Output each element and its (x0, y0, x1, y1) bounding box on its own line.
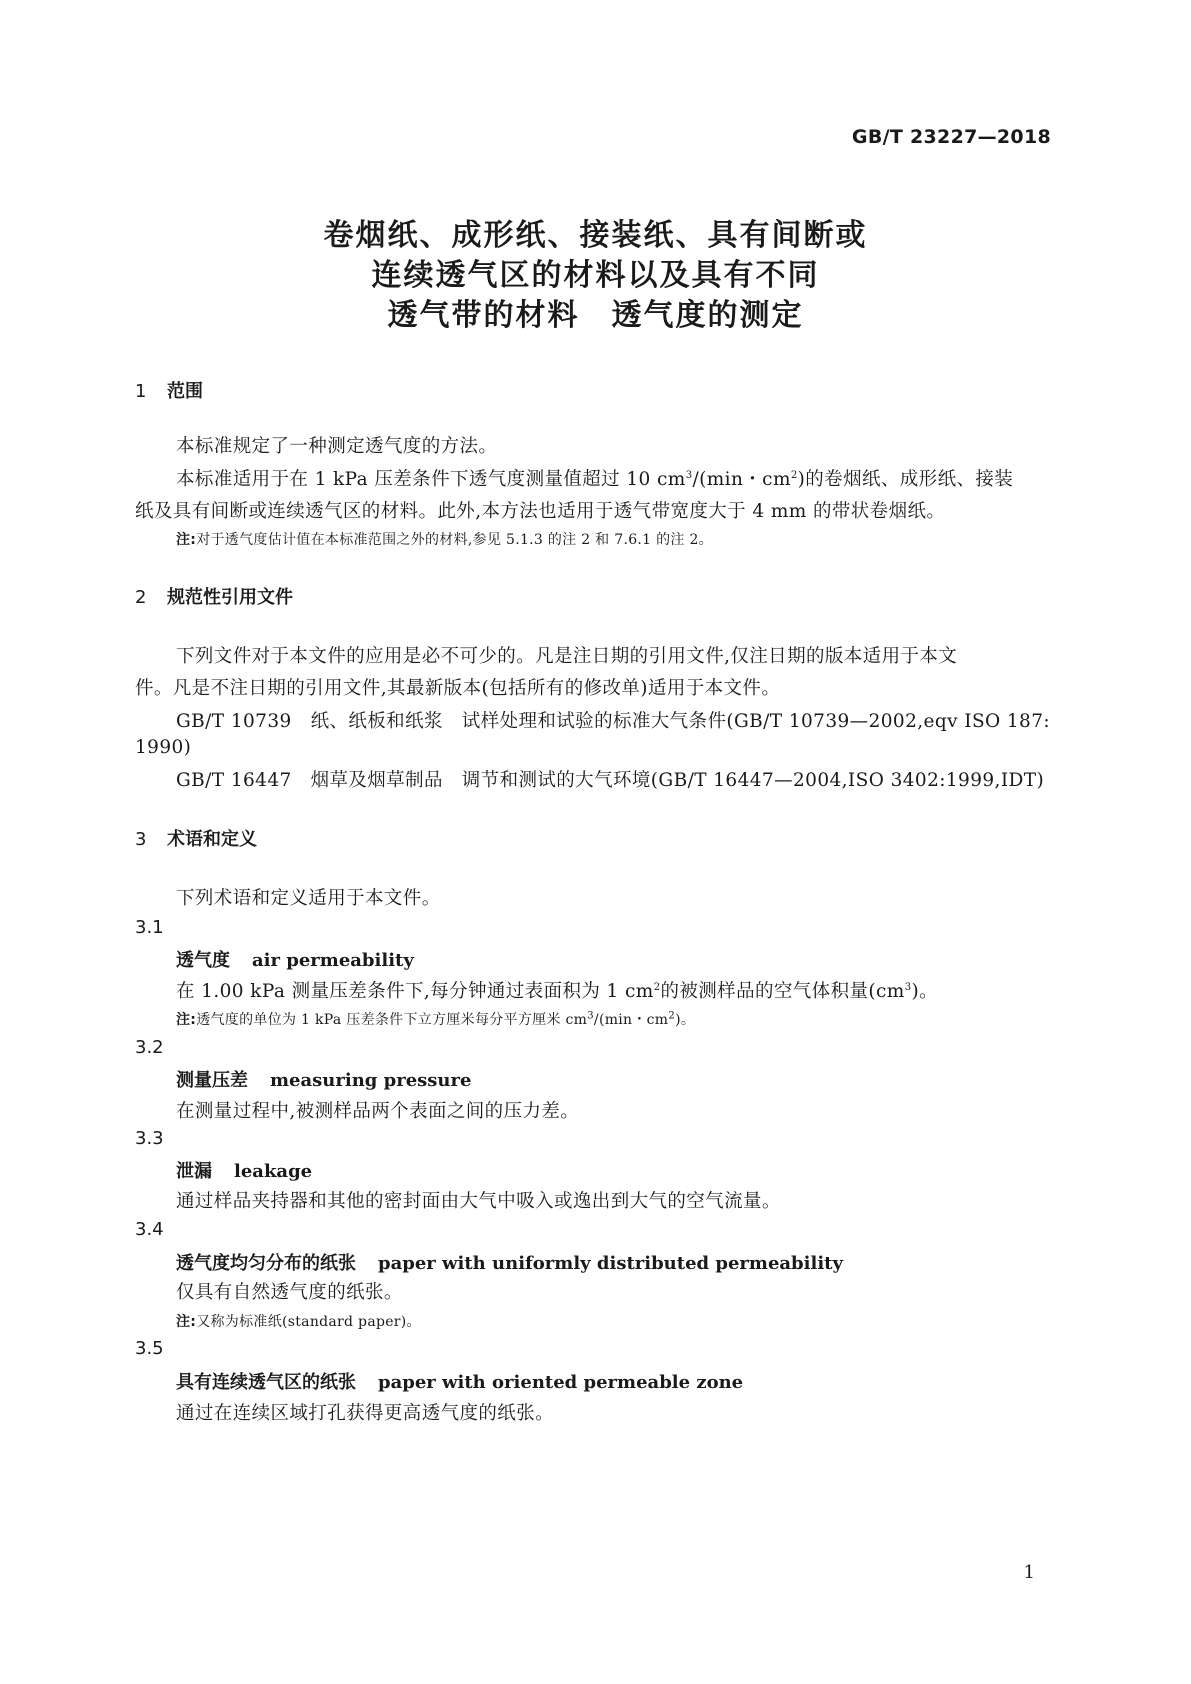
term-heading (176, 1368, 743, 1394)
term-english: paper with uniformly distributed permeability (378, 1253, 843, 1274)
superscript: 2 (653, 981, 661, 993)
term-english: leakage (234, 1161, 313, 1182)
text-run: 透气度的单位为 1 kPa 压差条件下立方厘米每分平方厘米 cm (196, 1012, 588, 1028)
reference-item: GB/T 10739 纸、纸板和纸浆 试样处理和试验的标准大气条件(GB/T 10739—2002,eqv ISO 187: (176, 711, 1051, 732)
document-title-line3: 透气带的材料 透气度的测定 (387, 298, 804, 333)
paragraph: 件。凡是不注日期的引用文件,其最新版本(包括所有的修改单)适用于本文件。 (135, 678, 781, 699)
note (176, 1009, 695, 1029)
text-run: )。 (911, 981, 939, 1002)
term-english: measuring pressure (270, 1070, 472, 1091)
term-number: 3.3 (135, 1128, 164, 1149)
section-title: 范围 (167, 381, 203, 402)
reference-item: GB/T 16447 烟草及烟草制品 调节和测试的大气环境(GB/T 16447—2004,ISO 3402:1999,IDT) (176, 770, 1045, 791)
superscript: 3 (685, 469, 693, 481)
section-1-heading (135, 377, 203, 403)
text-run: 在 1.00 kPa 测量压差条件下,每分钟通过表面积为 1 cm (176, 981, 654, 1002)
text-run: )的卷烟纸、成形纸、接装 (797, 469, 1014, 490)
superscript: 2 (790, 469, 798, 481)
document-title-line2: 连续透气区的材料以及具有不同 (371, 258, 820, 293)
term-definition: 在测量过程中,被测样品两个表面之间的压力差。 (176, 1101, 580, 1122)
term-number: 3.5 (135, 1338, 164, 1359)
section-number: 2 (135, 587, 147, 608)
term-number: 3.2 (135, 1037, 164, 1058)
document-title-line1: 卷烟纸、成形纸、接装纸、具有间断或 (323, 218, 868, 253)
text-run: /(min・cm (593, 1012, 669, 1028)
paragraph: 本标准规定了一种测定透气度的方法。 (176, 436, 498, 457)
note (176, 529, 713, 549)
term-chinese: 测量压差 (176, 1070, 248, 1091)
term-definition: 通过在连续区域打孔获得更高透气度的纸张。 (176, 1403, 555, 1424)
term-chinese: 透气度 (176, 950, 230, 971)
section-2-heading (135, 583, 293, 609)
paragraph: 下列术语和定义适用于本文件。 (176, 888, 441, 909)
paragraph (176, 465, 1013, 491)
paragraph: 纸及具有间断或连续透气区的材料。此外,本方法也适用于透气带宽度大于 4 mm 的带状卷烟纸。 (135, 501, 946, 522)
section-title: 术语和定义 (167, 829, 257, 850)
text-run: )。 (675, 1012, 696, 1028)
note-label: 注: (176, 1012, 197, 1028)
superscript: 2 (668, 1010, 676, 1022)
term-definition: 通过样品夹持器和其他的密封面由大气中吸入或逸出到大气的空气流量。 (176, 1191, 781, 1212)
term-chinese: 泄漏 (176, 1161, 212, 1182)
superscript: 3 (587, 1010, 594, 1022)
text-run: /(min・cm (692, 469, 791, 490)
reference-item-continued: 1990) (135, 737, 192, 758)
term-heading (176, 1157, 312, 1183)
note-text: 又称为标准纸(standard paper)。 (196, 1314, 421, 1330)
term-heading (176, 1249, 843, 1275)
term-definition: 仅具有自然透气度的纸张。 (176, 1282, 403, 1303)
term-heading (176, 1066, 471, 1092)
term-english: paper with oriented permeable zone (378, 1372, 744, 1393)
text-run: 的被测样品的空气体积量(cm (660, 981, 905, 1002)
note (176, 1311, 421, 1331)
note-label: 注: (176, 1314, 197, 1330)
term-definition (176, 977, 938, 1003)
term-chinese: 具有连续透气区的纸张 (176, 1372, 356, 1393)
text-run: 本标准适用于在 1 kPa 压差条件下透气度测量值超过 10 cm (176, 469, 686, 490)
term-chinese: 透气度均匀分布的纸张 (176, 1253, 356, 1274)
term-number: 3.1 (135, 917, 164, 938)
section-number: 1 (135, 381, 147, 402)
term-heading (176, 946, 414, 972)
section-number: 3 (135, 829, 147, 850)
standard-number: GB/T 23227—2018 (851, 126, 1051, 148)
paragraph: 下列文件对于本文件的应用是必不可少的。凡是注日期的引用文件,仅注日期的版本适用于本文 (176, 646, 958, 667)
page-number: 1 (1023, 1562, 1035, 1583)
superscript: 3 (904, 981, 912, 993)
term-english: air permeability (252, 950, 414, 971)
term-number: 3.4 (135, 1219, 164, 1240)
section-3-heading (135, 825, 257, 851)
section-title: 规范性引用文件 (167, 587, 293, 608)
note-text: 对于透气度估计值在本标准范围之外的材料,参见 5.1.3 的注 2 和 7.6.1 的注 2。 (196, 532, 713, 548)
note-label: 注: (176, 532, 197, 548)
